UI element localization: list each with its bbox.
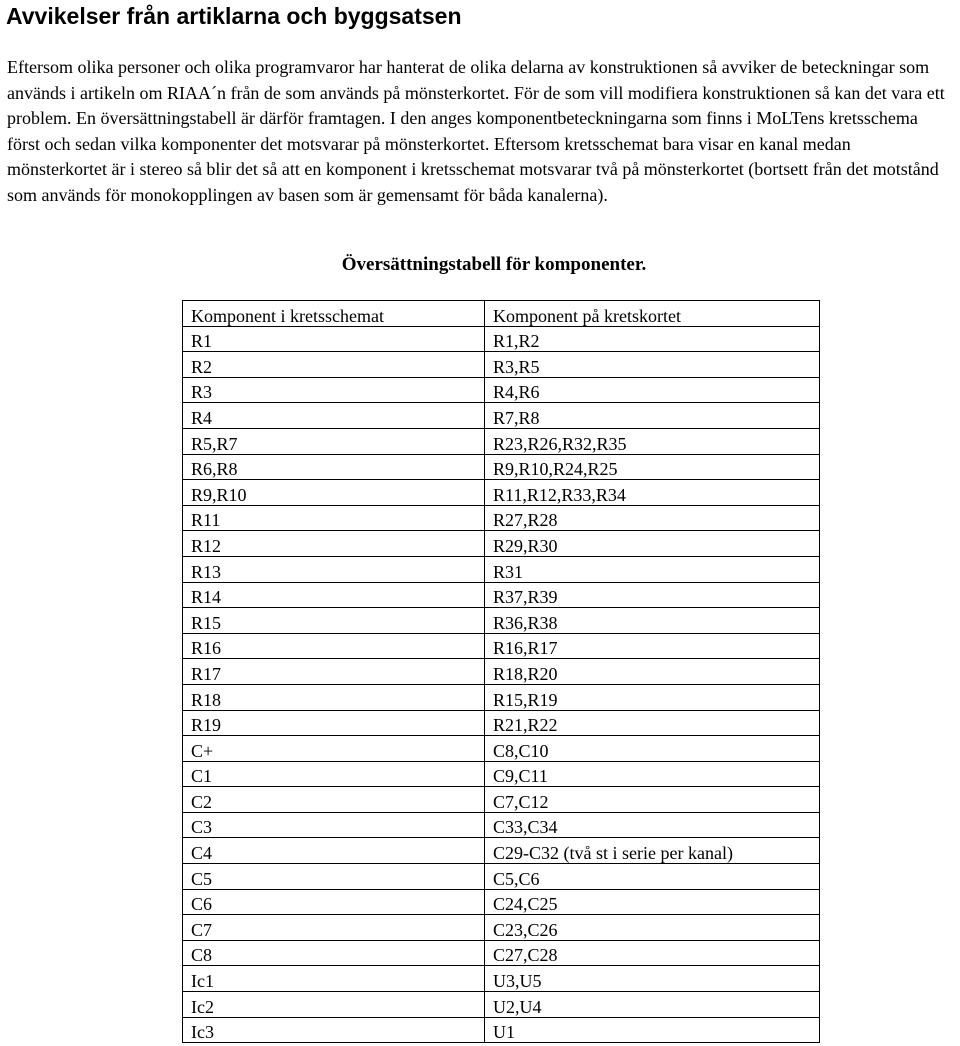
table-row <box>183 582 820 608</box>
schematic-component-cell: R14 <box>183 582 485 608</box>
table-row <box>183 710 820 736</box>
board-component-cell: C29-C32 (två st i serie per kanal) <box>485 838 820 864</box>
schematic-component-cell: R12 <box>183 531 485 557</box>
schematic-component-cell: R11 <box>183 505 485 531</box>
schematic-component-cell: R5,R7 <box>183 428 485 454</box>
table-title: Översättningstabell för komponenter. <box>341 254 647 275</box>
schematic-component-cell: Ic1 <box>183 966 485 992</box>
board-component-cell: C8,C10 <box>485 736 820 762</box>
board-component-cell: R1,R2 <box>485 326 820 352</box>
board-component-cell: C9,C11 <box>485 761 820 787</box>
board-component-cell: R9,R10,R24,R25 <box>485 454 820 480</box>
schematic-component-cell: R6,R8 <box>183 454 485 480</box>
board-component-cell: R11,R12,R33,R34 <box>485 480 820 506</box>
board-component-cell: R37,R39 <box>485 582 820 608</box>
board-component-cell: R36,R38 <box>485 608 820 634</box>
schematic-component-cell: C2 <box>183 787 485 813</box>
board-component-cell: R29,R30 <box>485 531 820 557</box>
board-component-cell: C23,C26 <box>485 915 820 941</box>
table-header-row <box>183 301 820 327</box>
schematic-component-cell: R4 <box>183 403 485 429</box>
board-component-cell: U2,U4 <box>485 992 820 1018</box>
table-row <box>183 403 820 429</box>
schematic-component-cell: C4 <box>183 838 485 864</box>
schematic-component-cell: R2 <box>183 352 485 378</box>
table-row <box>183 659 820 685</box>
schematic-component-cell: Ic3 <box>183 1017 485 1043</box>
board-component-cell: R3,R5 <box>485 352 820 378</box>
schematic-component-cell: Ic2 <box>183 992 485 1018</box>
column-header-board: Komponent på kretskortet <box>485 301 820 327</box>
table-row <box>183 556 820 582</box>
table-row <box>183 761 820 787</box>
board-component-cell: R7,R8 <box>485 403 820 429</box>
schematic-component-cell: R18 <box>183 684 485 710</box>
table-row <box>183 684 820 710</box>
table-row <box>183 326 820 352</box>
board-component-cell: C27,C28 <box>485 940 820 966</box>
board-component-cell: C33,C34 <box>485 812 820 838</box>
schematic-component-cell: C7 <box>183 915 485 941</box>
schematic-component-cell: R3 <box>183 377 485 403</box>
schematic-component-cell: C5 <box>183 864 485 890</box>
schematic-component-cell: R1 <box>183 326 485 352</box>
board-component-cell: R4,R6 <box>485 377 820 403</box>
table-row <box>183 966 820 992</box>
schematic-component-cell: R9,R10 <box>183 480 485 506</box>
schematic-component-cell: C6 <box>183 889 485 915</box>
table-row <box>183 889 820 915</box>
table-row <box>183 1017 820 1043</box>
table-row <box>183 864 820 890</box>
table-row <box>183 531 820 557</box>
board-component-cell: U1 <box>485 1017 820 1043</box>
schematic-component-cell: R17 <box>183 659 485 685</box>
table-row <box>183 480 820 506</box>
column-header-schematic: Komponent i kretsschemat <box>183 301 485 327</box>
board-component-cell: R23,R26,R32,R35 <box>485 428 820 454</box>
board-component-cell: R31 <box>485 556 820 582</box>
schematic-component-cell: R16 <box>183 633 485 659</box>
schematic-component-cell: R15 <box>183 608 485 634</box>
page-title: Avvikelser från artiklarna och byggsatsen <box>6 3 462 29</box>
table-row <box>183 787 820 813</box>
table-row <box>183 940 820 966</box>
component-translation-table <box>182 300 820 1043</box>
table-row <box>183 352 820 378</box>
schematic-component-cell: C8 <box>183 940 485 966</box>
board-component-cell: R16,R17 <box>485 633 820 659</box>
board-component-cell: R27,R28 <box>485 505 820 531</box>
table-row <box>183 992 820 1018</box>
table-row <box>183 454 820 480</box>
table-row <box>183 505 820 531</box>
table-row <box>183 812 820 838</box>
board-component-cell: R21,R22 <box>485 710 820 736</box>
table-row <box>183 428 820 454</box>
table-row <box>183 633 820 659</box>
table-row <box>183 915 820 941</box>
schematic-component-cell: C3 <box>183 812 485 838</box>
schematic-component-cell: R13 <box>183 556 485 582</box>
intro-paragraph: Eftersom olika personer och olika programvaror har hanterat de olika delarna av konstruktionen så avviker de beteckningar som används i artikeln om RIAA´n från de som används på mönsterkortet. För de som vill modifiera konstruktionen så kan det vara ett problem. En översättningstabell är därför framtagen. I den anges komponentbeteckningarna som finns i MoLTens kretsschema först och sedan vilka komponenter det motsvarar på mönsterkortet. Eftersom kretsschemat bara visar en kanal medan mönsterkortet är i stereo så blir det så att en komponent i kretsschemat motsvarar två på mönsterkortet (bortsett från det motstånd som används för monokopplingen av basen som är gemensamt för båda kanalerna). <box>7 57 945 205</box>
board-component-cell: C5,C6 <box>485 864 820 890</box>
schematic-component-cell: C1 <box>183 761 485 787</box>
table-row <box>183 608 820 634</box>
schematic-component-cell: R19 <box>183 710 485 736</box>
table-row <box>183 736 820 762</box>
board-component-cell: C7,C12 <box>485 787 820 813</box>
table-row <box>183 377 820 403</box>
board-component-cell: C24,C25 <box>485 889 820 915</box>
board-component-cell: R15,R19 <box>485 684 820 710</box>
board-component-cell: U3,U5 <box>485 966 820 992</box>
table-row <box>183 838 820 864</box>
schematic-component-cell: C+ <box>183 736 485 762</box>
board-component-cell: R18,R20 <box>485 659 820 685</box>
